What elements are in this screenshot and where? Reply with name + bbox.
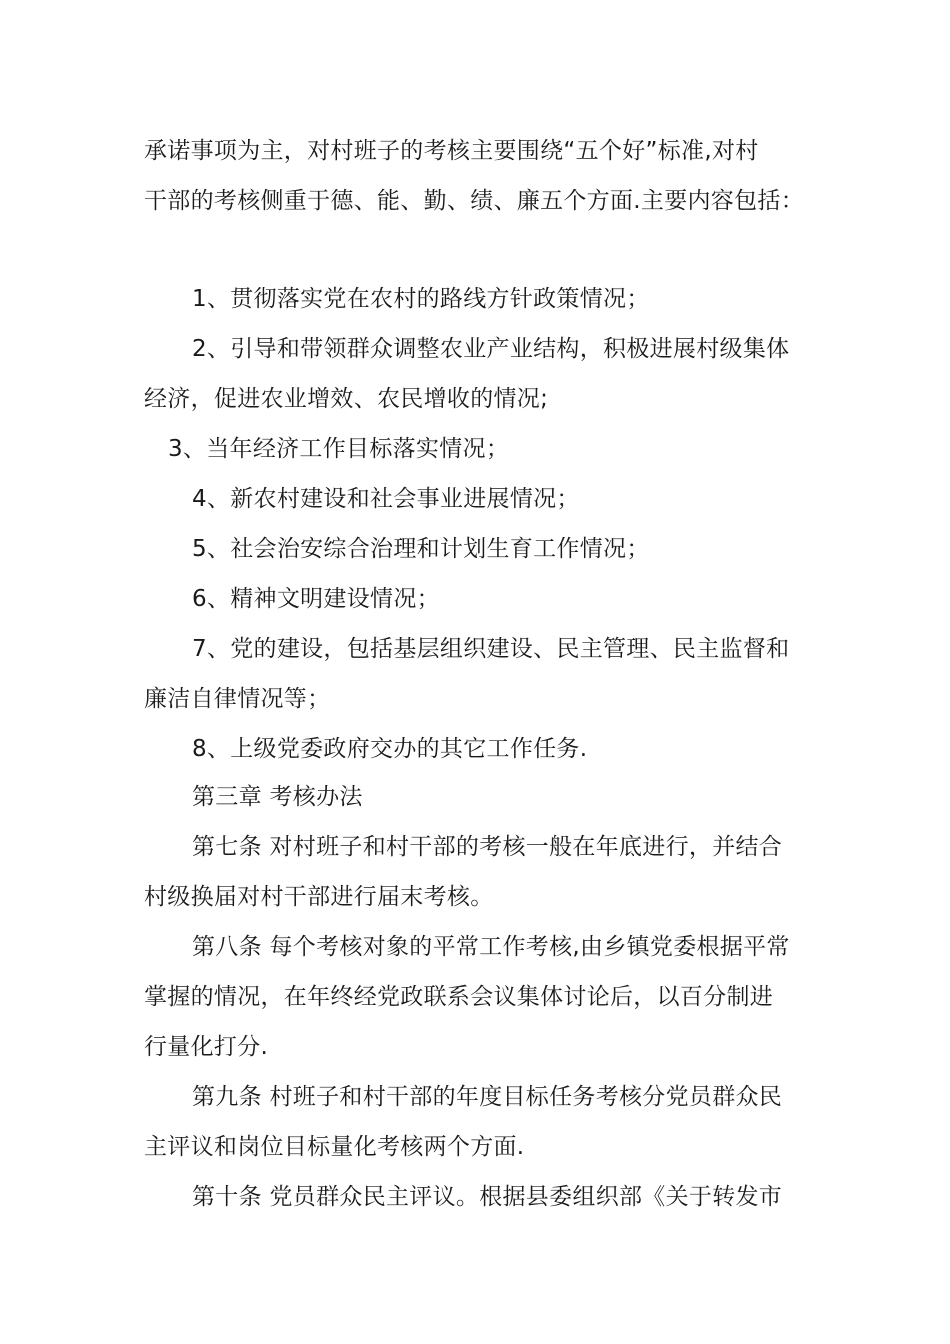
article-paragraph-continuation: 掌握的情况，在年终经党政联系会议集体讨论后，以百分制进 (144, 984, 774, 1010)
list-item: 3、当年经济工作目标落实情况； (168, 436, 510, 462)
paragraph-line: 干部的考核侧重于德、能、勤、绩、廉五个方面.主要内容包括： (144, 188, 805, 214)
list-item-continuation: 廉洁自律情况等； (144, 686, 331, 712)
article-paragraph-continuation: 行量化打分. (144, 1034, 269, 1060)
list-item: 7、党的建设，包括基层组织建设、民主管理、民主监督和 (192, 636, 790, 662)
article-paragraph: 第十条 党员群众民主评议。根据县委组织部《关于转发市 (192, 1184, 783, 1210)
article-paragraph-continuation: 主评议和岗位目标量化考核两个方面. (144, 1134, 525, 1160)
list-item: 2、引导和带领群众调整农业产业结构，积极进展村级集体 (192, 336, 790, 362)
paragraph-line: 承诺事项为主，对村班子的考核主要围绕“五个好”标准,对村 (144, 138, 759, 164)
article-paragraph: 第九条 村班子和村干部的年度目标任务考核分党员群众民 (192, 1084, 783, 1110)
list-item: 1、贯彻落实党在农村的路线方针政策情况； (192, 286, 650, 312)
article-paragraph-continuation: 村级换届对村干部进行届末考核。 (144, 884, 494, 910)
list-item: 5、社会治安综合治理和计划生育工作情况； (192, 536, 650, 562)
list-item-continuation: 经济，促进农业增效、农民增收的情况; (144, 386, 549, 412)
article-paragraph: 第八条 每个考核对象的平常工作考核,由乡镇党委根据平常 (192, 934, 790, 960)
article-paragraph: 第七条 对村班子和村干部的考核一般在年底进行，并结合 (192, 834, 783, 860)
chapter-heading: 第三章 考核办法 (192, 784, 363, 810)
list-item: 4、新农村建设和社会事业进展情况； (192, 486, 580, 512)
list-item: 8、上级党委政府交办的其它工作任务. (192, 736, 588, 762)
list-item: 6、精神文明建设情况； (192, 586, 440, 612)
